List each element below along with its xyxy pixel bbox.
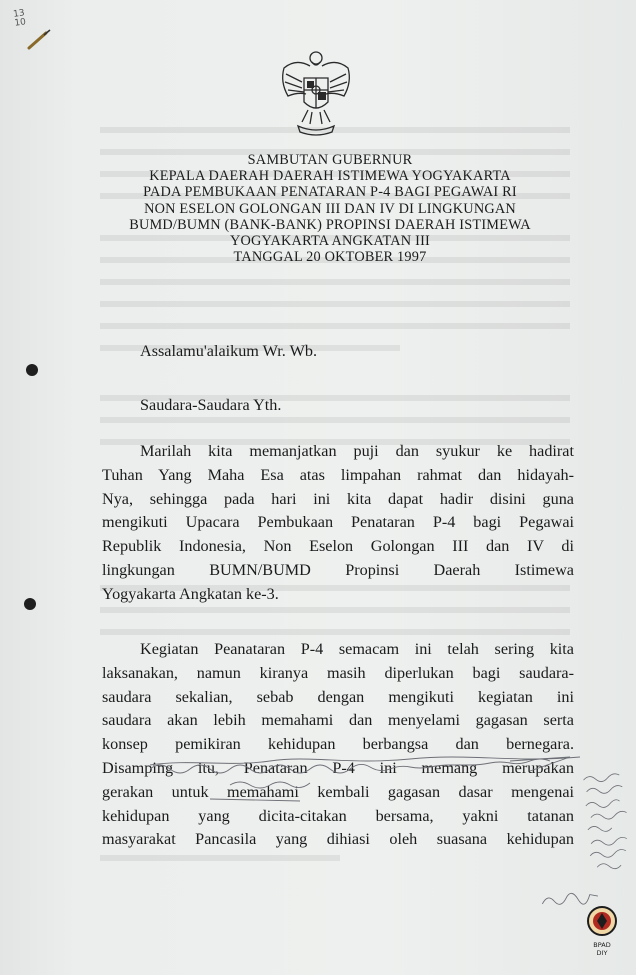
pen-mark [26, 28, 52, 50]
paragraph-1-line: Marilah kita memanjatkan puji dan syukur ke hadirat [140, 442, 574, 460]
punch-hole [26, 364, 38, 376]
paragraph-2-line: Kegiatan Peanataran P-4 semacam ini telah sering kita [140, 640, 574, 658]
paragraph-1-line: mengikuti Upacara Pembukaan Penataran P-4 bagi Pegawai [102, 513, 574, 532]
salutation: Saudara-Saudara Yth. [140, 396, 282, 414]
paragraph-1-line: lingkungan BUMN/BUMD Propinsi Daerah Istimewa [102, 560, 574, 579]
paragraph-2-line: masyarakat Pancasila yang dihiasi oleh suasana kehidupan [102, 830, 574, 849]
title-line-1: SAMBUTAN GUBERNUR [247, 152, 413, 168]
title-line-4: NON ESELON GOLONGAN III DAN IV DI LINGKUNGAN [144, 200, 516, 217]
svg-text:BPAD: BPAD [593, 941, 611, 949]
speech-title [60, 152, 600, 265]
punch-hole [24, 598, 36, 610]
paragraph-1-line: Republik Indonesia, Non Eselon Golongan III dan IV di [102, 537, 574, 556]
archive-stamp-icon [585, 905, 619, 961]
title-line-6: YOGYAKARTA ANGKATAN III [229, 233, 430, 250]
title-line-3: PADA PEMBUKAAN PENATARAN P-4 BAGI PEGAWAI RI [143, 184, 517, 201]
paragraph-1-line: Nya, sehingga pada hari ini kita dapat hadir disini guna [102, 489, 574, 508]
svg-text:DIY: DIY [596, 949, 608, 957]
title-line-7: TANGGAL 20 OKTOBER 1997 [233, 249, 427, 266]
garuda-emblem-icon [276, 48, 356, 140]
title-line-2: KEPALA DAERAH DAERAH ISTIMEWA YOGYAKARTA [149, 168, 511, 185]
opening-greeting: Assalamu'alaikum Wr. Wb. [140, 342, 318, 360]
paragraph-2-line: saudara sekalian, sebab dengan mengikuti kegiatan ini [102, 687, 574, 706]
archive-number-note: 13 10 [12, 8, 27, 29]
paragraph-1 [102, 440, 574, 607]
paragraph-2-line: konsep pemikiran kehidupan berbangsa dan bernegara. [102, 735, 574, 754]
paragraph-2-line: laksanakan, namun kiranya masih diperlukan bagi saudara- [102, 663, 574, 682]
paragraph-2-line: gerakan untuk memahami kembali gagasan dasar mengenai [102, 782, 574, 801]
title-line-5: BUMD/BUMN (BANK-BANK) PROPINSI DAERAH ISTIMEWA [129, 216, 531, 233]
margin-pencil-note [581, 768, 636, 892]
paragraph-2 [102, 638, 574, 852]
paragraph-2-line: saudara akan lebih memahami dan menyelami gagasan serta [102, 711, 574, 730]
paragraph-1-line: Yogyakarta Angkatan ke-3. [102, 584, 279, 603]
paragraph-1-line: Tuhan Yang Maha Esa atas limpahan rahmat dan hidayah- [102, 465, 574, 484]
paragraph-2-line: kehidupan yang dicita-citakan bersama, yakni tatanan [102, 806, 574, 825]
paragraph-2-line: Disamping itu, Penataran P-4 ini memang merupakan [102, 758, 574, 777]
